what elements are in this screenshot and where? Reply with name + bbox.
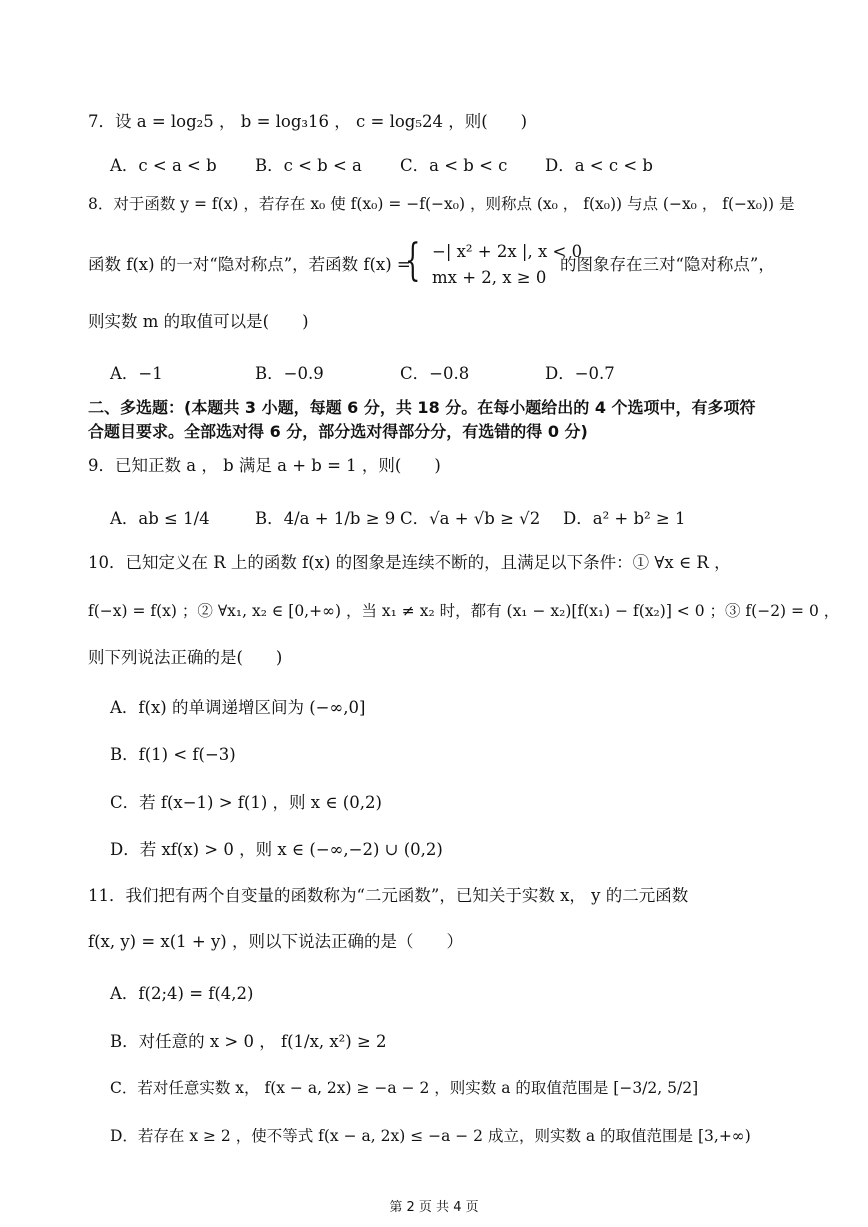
q11-stem-line2: f(x, y) = x(1 + y) ，则以下说法正确的是（ ） <box>88 932 463 951</box>
q9-option-b: B．4/a + 1/b ≥ 9 <box>255 509 396 528</box>
q7-option-c: C．a < b < c <box>400 156 508 175</box>
q9-option-c: C．√a + √b ≥ √2 <box>400 509 541 528</box>
q8-stem-line2b: 的图象存在三对“隐对称点”， <box>560 255 775 274</box>
q10-option-d: D．若 xf(x) > 0 ，则 x ∈ (−∞,−2) ∪ (0,2) <box>110 840 443 859</box>
page-footer: 第 2 页 共 4 页 <box>389 1200 479 1215</box>
q9-stem: 9．已知正数 a ， b 满足 a + b = 1 ，则( ) <box>88 456 441 475</box>
q11-option-a: A．f(2;4) = f(4,2) <box>110 984 254 1003</box>
q10-option-b: B．f(1) < f(−3) <box>110 745 236 764</box>
q11-stem-line1: 11．我们把有两个自变量的函数称为“二元函数”，已知关于实数 x， y 的二元函数 <box>88 886 689 905</box>
q7-option-d: D．a < c < b <box>545 156 653 175</box>
q10-option-c: C．若 f(x−1) > f(1) ，则 x ∈ (0,2) <box>110 793 382 812</box>
q7-option-b: B．c < b < a <box>255 156 362 175</box>
q11-option-c: C．若对任意实数 x， f(x − a, 2x) ≥ −a − 2 ，则实数 a 的取值范围是 [−3/2, 5/2] <box>110 1079 699 1097</box>
q10-stem-line3: 则下列说法正确的是( ) <box>88 648 283 667</box>
q11-option-d: D．若存在 x ≥ 2 ，使不等式 f(x − a, 2x) ≤ −a − 2 成立，则实数 a 的取值范围是 [3,+∞) <box>110 1127 751 1145</box>
q8-stem-line1: 8．对于函数 y = f(x) ，若存在 x₀ 使 f(x₀) = −f(−x₀) ，则称点 (x₀ ， f(x₀)) 与点 (−x₀ ， f(−x₀)) 是 <box>88 195 795 213</box>
q10-option-a: A．f(x) 的单调递增区间为 (−∞,0] <box>110 698 366 717</box>
q8-option-d: D．−0.7 <box>545 364 615 383</box>
q8-piece2: mx + 2, x ≥ 0 <box>432 268 547 287</box>
section2-heading-line1: 二、多选题：(本题共 3 小题，每题 6 分，共 18 分。在每小题给出的 4 个选项中，有多项符 <box>88 398 756 417</box>
q8-option-c: C．−0.8 <box>400 364 470 383</box>
piecewise-brace-icon: { <box>405 235 421 286</box>
q8-option-a: A．−1 <box>110 364 163 383</box>
q10-stem-line1: 10．已知定义在 R 上的函数 f(x) 的图象是连续不断的，且满足以下条件：① ∀x ∈ R ， <box>88 553 731 572</box>
q8-option-b: B．−0.9 <box>255 364 324 383</box>
q8-stem-line2a: 函数 f(x) 的一对“隐对称点”，若函数 f(x) = <box>88 255 411 274</box>
q8-piece1: −| x² + 2x |, x < 0 <box>432 242 583 261</box>
q10-stem-line2: f(−x) = f(x) ；② ∀x₁, x₂ ∈ [0,+∞) ，当 x₁ ≠ x₂ 时，都有 (x₁ − x₂)[f(x₁) − f(x₂)] < 0 ；③ f(−2) = 0 ， <box>88 602 840 620</box>
q8-stem-line3: 则实数 m 的取值可以是( ) <box>88 312 309 331</box>
q7-option-a: A．c < a < b <box>110 156 217 175</box>
section2-heading-line2: 合题目要求。全部选对得 6 分，部分选对得部分分，有选错的得 0 分) <box>88 422 588 441</box>
q11-option-b: B．对任意的 x > 0 ， f(1/x, x²) ≥ 2 <box>110 1032 387 1051</box>
q9-option-d: D．a² + b² ≥ 1 <box>563 509 686 528</box>
q9-option-a: A．ab ≤ 1/4 <box>110 509 210 528</box>
q7-stem: 7．设 a = log₂5 ， b = log₃16 ， c = log₅24 ，则( ) <box>88 112 528 131</box>
